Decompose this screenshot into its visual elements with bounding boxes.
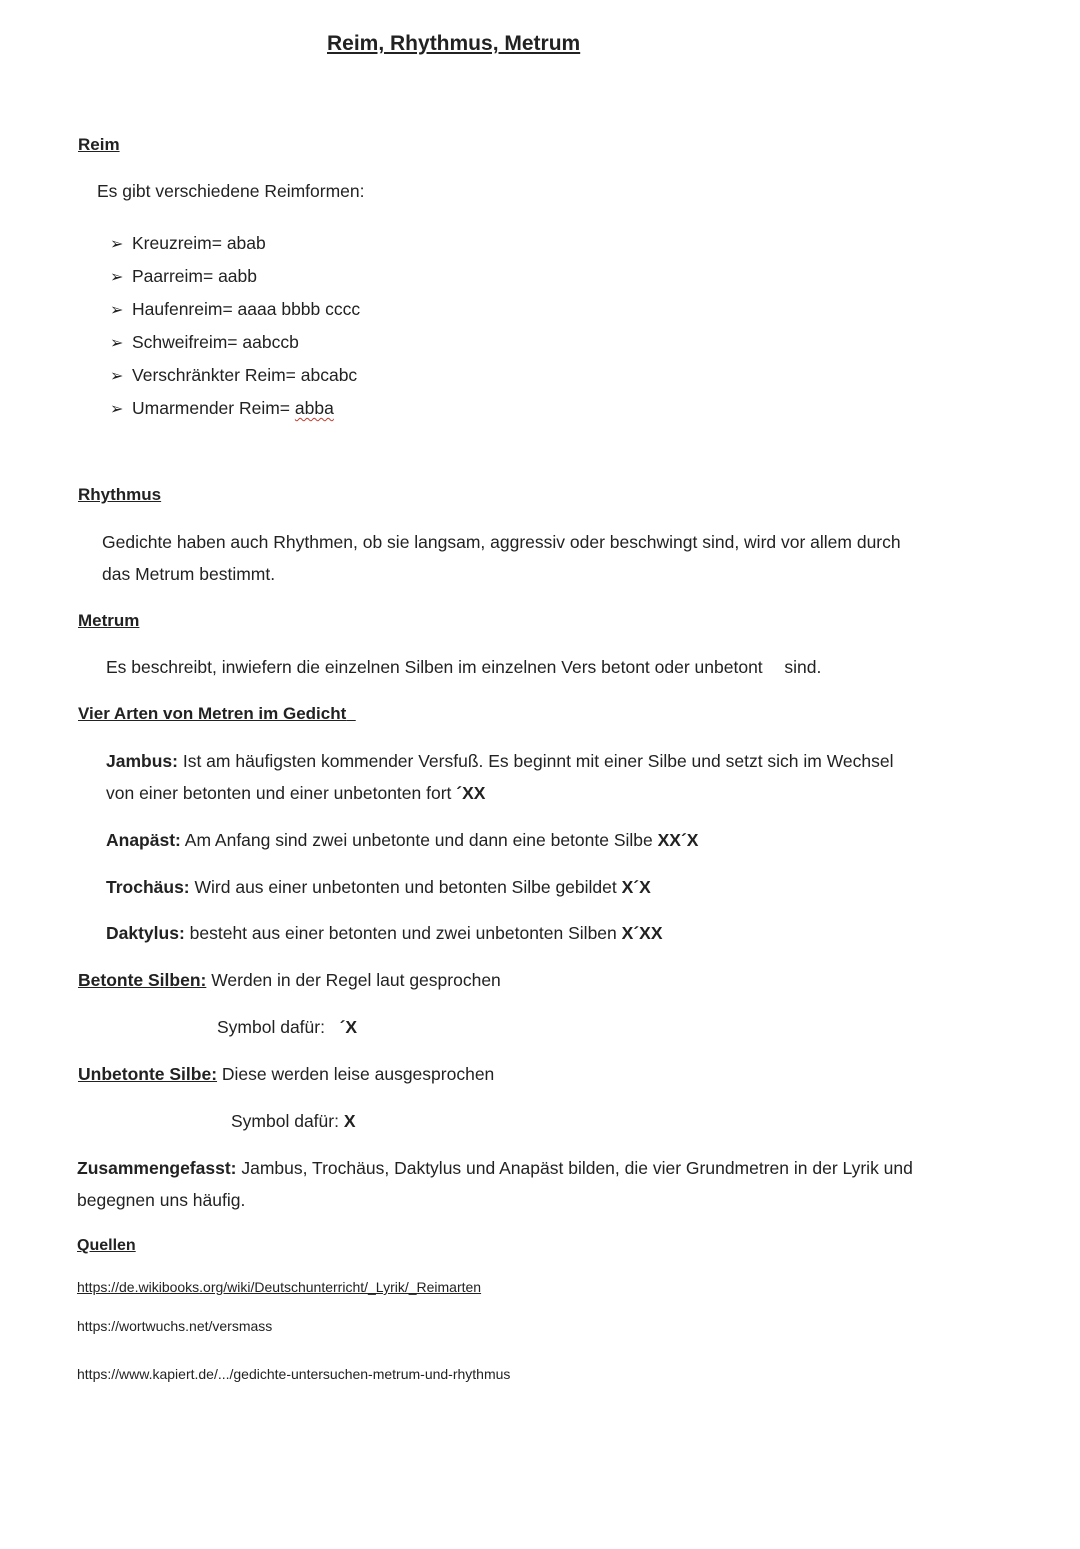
anapaest-line: Anapäst: Am Anfang sind zwei unbetonte und dann eine betonte Silbe XX´X <box>106 830 699 850</box>
arrow-bullet-icon: ➢ <box>110 334 124 352</box>
list-item <box>110 359 360 392</box>
list-item <box>110 227 360 260</box>
jambus-symbol: ´XX <box>456 783 486 803</box>
source-link-wikibooks[interactable]: https://de.wikibooks.org/wiki/Deutschunterricht/_Lyrik/_Reimarten <box>77 1279 482 1295</box>
betonte-term: Betonte Silben: <box>78 970 207 990</box>
source-link-wortwuchs[interactable]: https://wortwuchs.net/versmass <box>77 1318 273 1334</box>
metrum-text: Es beschreibt, inwiefern die einzelnen Silben im einzelnen Vers betont oder unbetont sind. <box>106 657 822 677</box>
daktylus-line: Daktylus: besteht aus einer betonten und zwei unbetonten Silben X´XX <box>106 923 663 943</box>
unbetonte-line: Unbetonte Silbe: Diese werden leise ausgesprochen <box>78 1064 495 1084</box>
reim-intro: Es gibt verschiedene Reimformen: <box>97 181 365 201</box>
jambus-term: Jambus: <box>106 751 178 771</box>
arrow-bullet-icon: ➢ <box>110 400 124 418</box>
arrow-bullet-icon: ➢ <box>110 367 124 385</box>
quellen-heading: Quellen <box>77 1237 136 1254</box>
metrum-heading: Metrum <box>78 611 140 630</box>
arrow-bullet-icon: ➢ <box>110 268 124 286</box>
daktylus-term: Daktylus: <box>106 923 185 943</box>
trochaeus-symbol: X´X <box>621 877 651 897</box>
list-item-label: Haufenreim= aaaa bbbb cccc <box>132 299 361 319</box>
jambus-line2: von einer betonten und einer unbetonten fort ´XX <box>106 783 486 803</box>
reim-heading: Reim <box>78 135 120 154</box>
source-link-kapiert[interactable]: https://www.kapiert.de/.../gedichte-untersuchen-metrum-und-rhythmus <box>77 1366 511 1382</box>
list-item-label: Paarreim= aabb <box>132 266 258 286</box>
list-item-label: Kreuzreim= abab <box>132 233 266 253</box>
summary-line2: begegnen uns häufig. <box>77 1190 246 1210</box>
rhythmus-text-line2: das Metrum bestimmt. <box>102 564 276 584</box>
list-item <box>110 326 360 359</box>
arrow-bullet-icon: ➢ <box>110 301 124 319</box>
unbetonte-symbol-line: Symbol dafür: X <box>231 1111 356 1131</box>
list-item-label: Schweifreim= aabccb <box>132 332 299 352</box>
list-item <box>110 293 360 326</box>
arrow-bullet-icon: ➢ <box>110 235 124 253</box>
rhythmus-text-line1: Gedichte haben auch Rhythmen, ob sie langsam, aggressiv oder beschwingt sind, wird vor allem durch <box>102 532 901 552</box>
daktylus-symbol: X´XX <box>621 923 663 943</box>
page-title: Reim, Rhythmus, Metrum <box>327 32 581 55</box>
jambus-line1: Jambus: Ist am häufigsten kommender Versfuß. Es beginnt mit einer Silbe und setzt sich im Wechsel <box>106 751 894 771</box>
list-item <box>110 260 360 293</box>
summary-line1: Zusammengefasst: Jambus, Trochäus, Daktylus und Anapäst bilden, die vier Grundmetren in der Lyrik und <box>77 1158 913 1178</box>
trochaeus-line: Trochäus: Wird aus einer unbetonten und betonten Silbe gebildet X´X <box>106 877 651 897</box>
anapaest-symbol: XX´X <box>657 830 699 850</box>
list-item <box>110 392 360 425</box>
list-item-label: Verschränkter Reim= abcabc <box>132 365 358 385</box>
betonte-line: Betonte Silben: Werden in der Regel laut gesprochen <box>78 970 501 990</box>
betonte-symbol-line: Symbol dafür: ´X <box>217 1017 358 1037</box>
unbetonte-symbol: X <box>343 1111 356 1131</box>
summary-term: Zusammengefasst: <box>77 1158 237 1178</box>
rhythmus-heading: Rhythmus <box>78 485 162 504</box>
unbetonte-term: Unbetonte Silbe: <box>78 1064 218 1084</box>
arten-heading: Vier Arten von Metren im Gedicht <box>78 704 347 723</box>
reim-list <box>110 227 360 425</box>
spellcheck-marked-word: abba <box>294 398 334 418</box>
list-item-label: Umarmender Reim= <box>132 398 295 418</box>
betonte-symbol: ´X <box>339 1017 358 1037</box>
anapaest-term: Anapäst: <box>106 830 181 850</box>
trochaeus-term: Trochäus: <box>106 877 190 897</box>
